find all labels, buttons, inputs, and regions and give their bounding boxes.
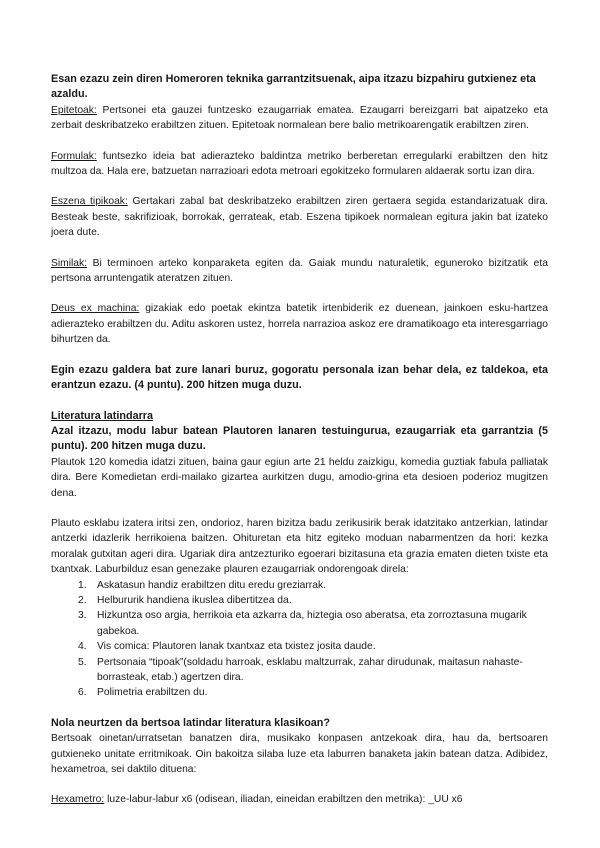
list-item [51, 578, 548, 593]
term-text: Bi terminoen arteko konparaketa egiten da. Gaiak mundu naturaletik, eguneroko bizitzatik eta pertsona arruntengatik ateratzen zituen. [51, 257, 548, 285]
list-text: Polimetria erabiltzen du. [97, 687, 208, 699]
term-paragraph-deus-ex-machina [51, 301, 548, 347]
list-text: Pertsonaia “tipoak”(soldadu harroak, esklabu maltzurrak, zahar dirudunak, maitasun nahaste-borrasteak, etab.) agertzen dira. [97, 656, 523, 683]
question-homer-techniques: Esan ezazu zein diren Homeroren teknika garrantzitsuenak, aipa itzazu bizpahiru gutxienez eta azaldu. [51, 73, 536, 101]
term-paragraph-epitetoak [51, 103, 548, 134]
term-text: Gertakari zabal bat deskribatzeko erabiltzen ziren gertaera segida estandarizatuak dira. Besteak beste, sakrifizioak, borrokak, gerrateak, etab. Eszena tipikoek normalean egitura jakin bat izateko joera dute. [51, 196, 548, 239]
list-text: Helbururik handiena ikuslea dibertitzea da. [97, 594, 292, 606]
term-label: Eszena tipikoak: [51, 196, 128, 208]
list-item [51, 655, 548, 686]
question-personal: Egin ezazu galdera bat zure lanari buruz, gogoratu personala izan behar dela, ez taldekoa, eta erantzun ezazu. (4 puntu). 200 hitzen muga duzu. [51, 363, 548, 392]
list-item [51, 593, 548, 608]
term-label: Similak: [51, 257, 88, 269]
document-page [51, 72, 548, 808]
list-item [51, 639, 548, 654]
list-number: 3. [78, 610, 87, 622]
paragraph-plauto-2: Plauto esklabu izatera iritsi zen, ondorioz, haren bizitza badu zerikusirik berak idatzitako antzerkian, latindar antzerki idazlerik herrikoiena baitzen. Ohituretan eta hitz egiteko moduan nabarmentzen da hori: kezka moralak gutxitan ageri dira. Ugariak dira antzezturiko egoerari bizitasuna eta grazia ematen dieten txiste eta txantxak. Laburbilduz esan genezake plauren ezaugarriak ondorengoak direla: [51, 517, 548, 576]
list-text: Askatasun handiz erabiltzen ditu eredu greziarrak. [97, 579, 326, 591]
list-number: 6. [78, 687, 87, 699]
term-paragraph-eszena-tipikoak [51, 194, 548, 240]
term-label: Epitetoak: [51, 104, 97, 116]
section-title: Literatura latindarra [51, 409, 154, 422]
features-list [51, 578, 548, 701]
term-paragraph-formulak [51, 149, 548, 180]
question-plauto: Azal itzazu, modu labur batean Plautoren lanaren testuingurua, ezaugarriak eta garrantzia (5 puntu). 200 hitzen muga duzu. [51, 424, 548, 453]
term-text: luze-labur-labur x6 (odisean, iliadan, eineidan erabiltzen den metrika): _UU x6 [104, 794, 463, 806]
term-paragraph-similak [51, 256, 548, 287]
list-number: 2. [78, 594, 87, 606]
list-item [51, 685, 548, 700]
term-label: Hexametro: [51, 794, 105, 806]
paragraph-plauto-1: Plautok 120 komedia idatzi zituen, baina gaur egiun arte 21 heldu zaizkigu, komedia guztiak fabula palliatak dira. Bere Komedietan erdi-mailako gizartea aurkitzen dugu, amodio-grina eta desioen poderioz mugitzen dena. [51, 456, 548, 499]
list-number: 5. [78, 656, 87, 668]
term-label: Deus ex machina: [51, 303, 140, 315]
list-text: Hizkuntza oso argia, herrikoia eta azkarra da, hiztegia oso aberatsa, eta zorroztasuna mugarik gabekoa. [97, 610, 527, 637]
list-number: 4. [78, 641, 87, 653]
paragraph-verse: Bertsoak oinetan/urratsetan banatzen dira, musikako konpasen antzekoak dira, hau da, bertsoaren gutxieneko unitate erritmikoak. Oin bakoitza silaba luze eta laburren banaketa jakin batean datza. Adibidez, hexametroa, sei daktilo dituena: [51, 733, 548, 776]
term-text: gizakiak edo poetak ekintza batetik irtenbiderik ez duenean, jainkoen esku-hartzea adierazteko erabiltzen du. Aditu askoren ustez, horrela narrazioa askoz ere dramatikoago eta interesgarriago bihurtzen da. [51, 303, 548, 346]
list-number: 1. [78, 579, 87, 591]
hexameter-line [51, 792, 548, 807]
term-text: Pertsonei eta gauzei funtzesko ezaugarriak ematea. Ezaugarri bereizgarri bat aipatzeko eta zerbait deskribatzeko erabiltzen zituen. Epitetoak normalean bere balio metrikoarengatik erabiltzen ziren. [51, 104, 548, 132]
question-verse-measure: Nola neurtzen da bertsoa latindar literatura klasikoan? [51, 716, 330, 729]
term-label: Formulak: [51, 150, 97, 162]
list-text: Vis comica: Plautoren lanak txantxaz eta txistez josita daude. [97, 641, 376, 653]
term-text: funtsezko ideia bat adierazteko baldintza metriko berberetan erregularki erabiltzen den hitz multzoa da. Hala ere, batzuetan narrazioari edota metroari egokitzeko formularen aldaerak sortu izan dira. [51, 150, 548, 178]
list-item [51, 608, 548, 639]
